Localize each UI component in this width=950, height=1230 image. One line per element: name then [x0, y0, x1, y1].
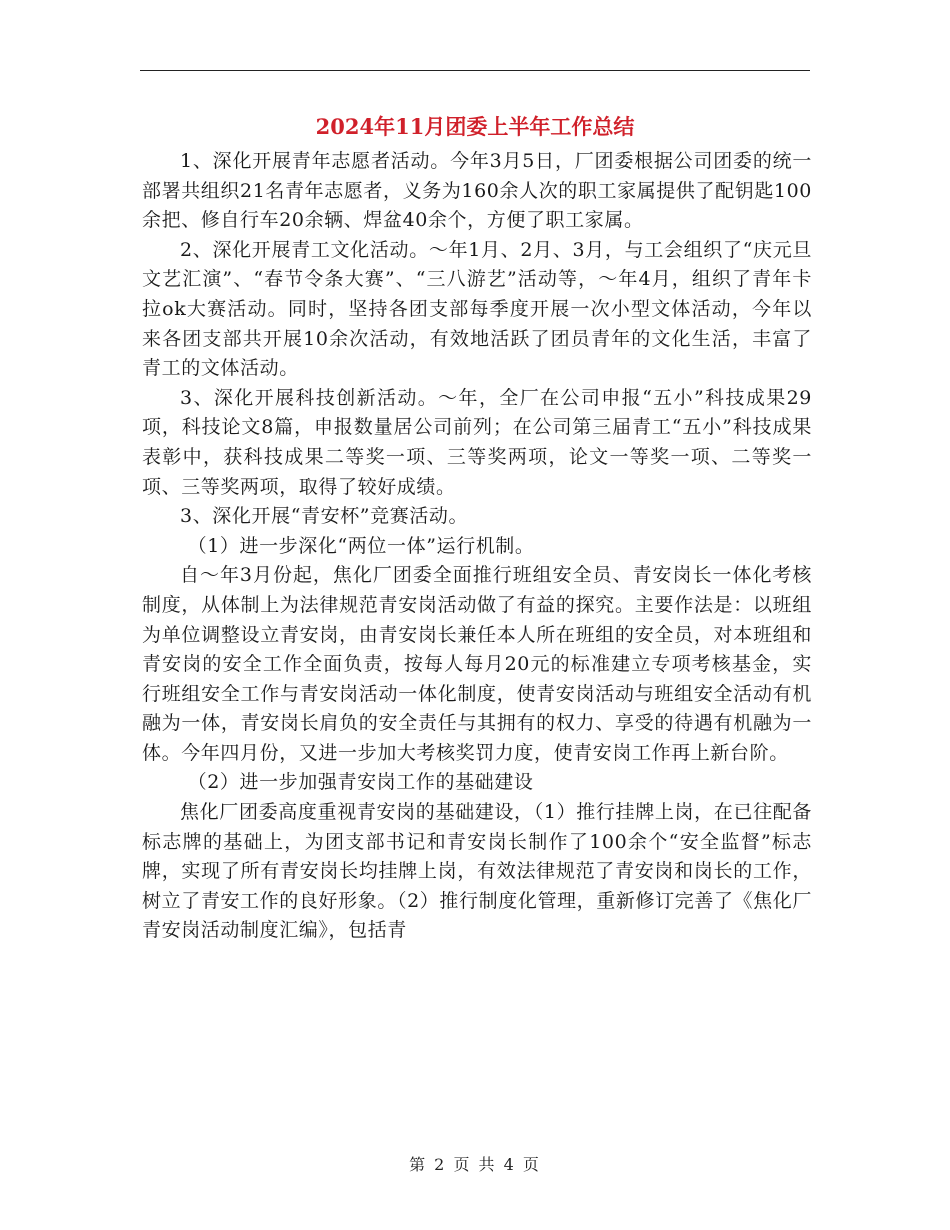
paragraph-4: 3、深化开展“青安杯”竞赛活动。 [180, 505, 469, 528]
paragraph-1: 1、深化开展青年志愿者活动。今年3月5日，厂团委根据公司团委的统一部署共组织21名青年志愿者，义务为160余人次的职工家属提供了配钥匙100余把、修自行车20余辆、焊盆40余个，方便了职工家属。 [142, 150, 812, 232]
paragraph-3: 3、深化开展科技创新活动。～年，全厂在公司申报“五小”科技成果29项，科技论文8篇，申报数量居公司前列；在公司第三届青工“五小”科技成果表彰中，获科技成果二等奖一项、三等奖两项，论文一等奖一项、二等奖一项、三等奖两项，取得了较好成绩。 [142, 386, 812, 498]
document-body [142, 147, 812, 946]
paragraph-7: （2）进一步加强青安岗工作的基础建设 [187, 771, 534, 794]
document-title: 2024年11月团委上半年工作总结 [315, 114, 635, 139]
header-rule [140, 70, 810, 71]
paragraph-6: 自～年3月份起，焦化厂团委全面推行班组安全员、青安岗长一体化考核制度，从体制上为法律规范青安岗活动做了有益的探究。主要作法是：以班组为单位调整设立青安岗，由青安岗长兼任本人所在班组的安全员，对本班组和青安岗的安全工作全面负责，按每人每月20元的标准建立专项考核基金，实行班组安全工作与青安岗活动一体化制度，使青安岗活动与班组安全活动有机融为一体，青安岗长肩负的安全责任与其拥有的权力、享受的待遇有机融为一体。今年四月份，又进一步加大考核奖罚力度，使青安岗工作再上新台阶。 [142, 564, 812, 764]
paragraph-8: 焦化厂团委高度重视青安岗的基础建设，（1）推行挂牌上岗，在已往配备标志牌的基础上，为团支部书记和青安岗长制作了100余个“安全监督”标志牌，实现了所有青安岗长均挂牌上岗，有效法律规范了青安岗和岗长的工作，树立了青安工作的良好形象。（2）推行制度化管理，重新修订完善了《焦化厂青安岗活动制度汇编》，包括青 [142, 801, 812, 942]
paragraph-5: （1）进一步深化“两位一体”运行机制。 [187, 534, 535, 557]
page-footer: 第 2 页 共 4 页 [409, 1155, 541, 1174]
paragraph-2: 2、深化开展青工文化活动。～年1月、2月、3月，与工会组织了“庆元旦文艺汇演”、“春节令条大赛”、“三八游艺”活动等，～年4月，组织了青年卡拉ok大赛活动。同时，坚持各团支部每季度开展一次小型文体活动，今年以来各团支部共开展10余次活动，有效地活跃了团员青年的文化生活，丰富了青工的文体活动。 [142, 238, 812, 380]
